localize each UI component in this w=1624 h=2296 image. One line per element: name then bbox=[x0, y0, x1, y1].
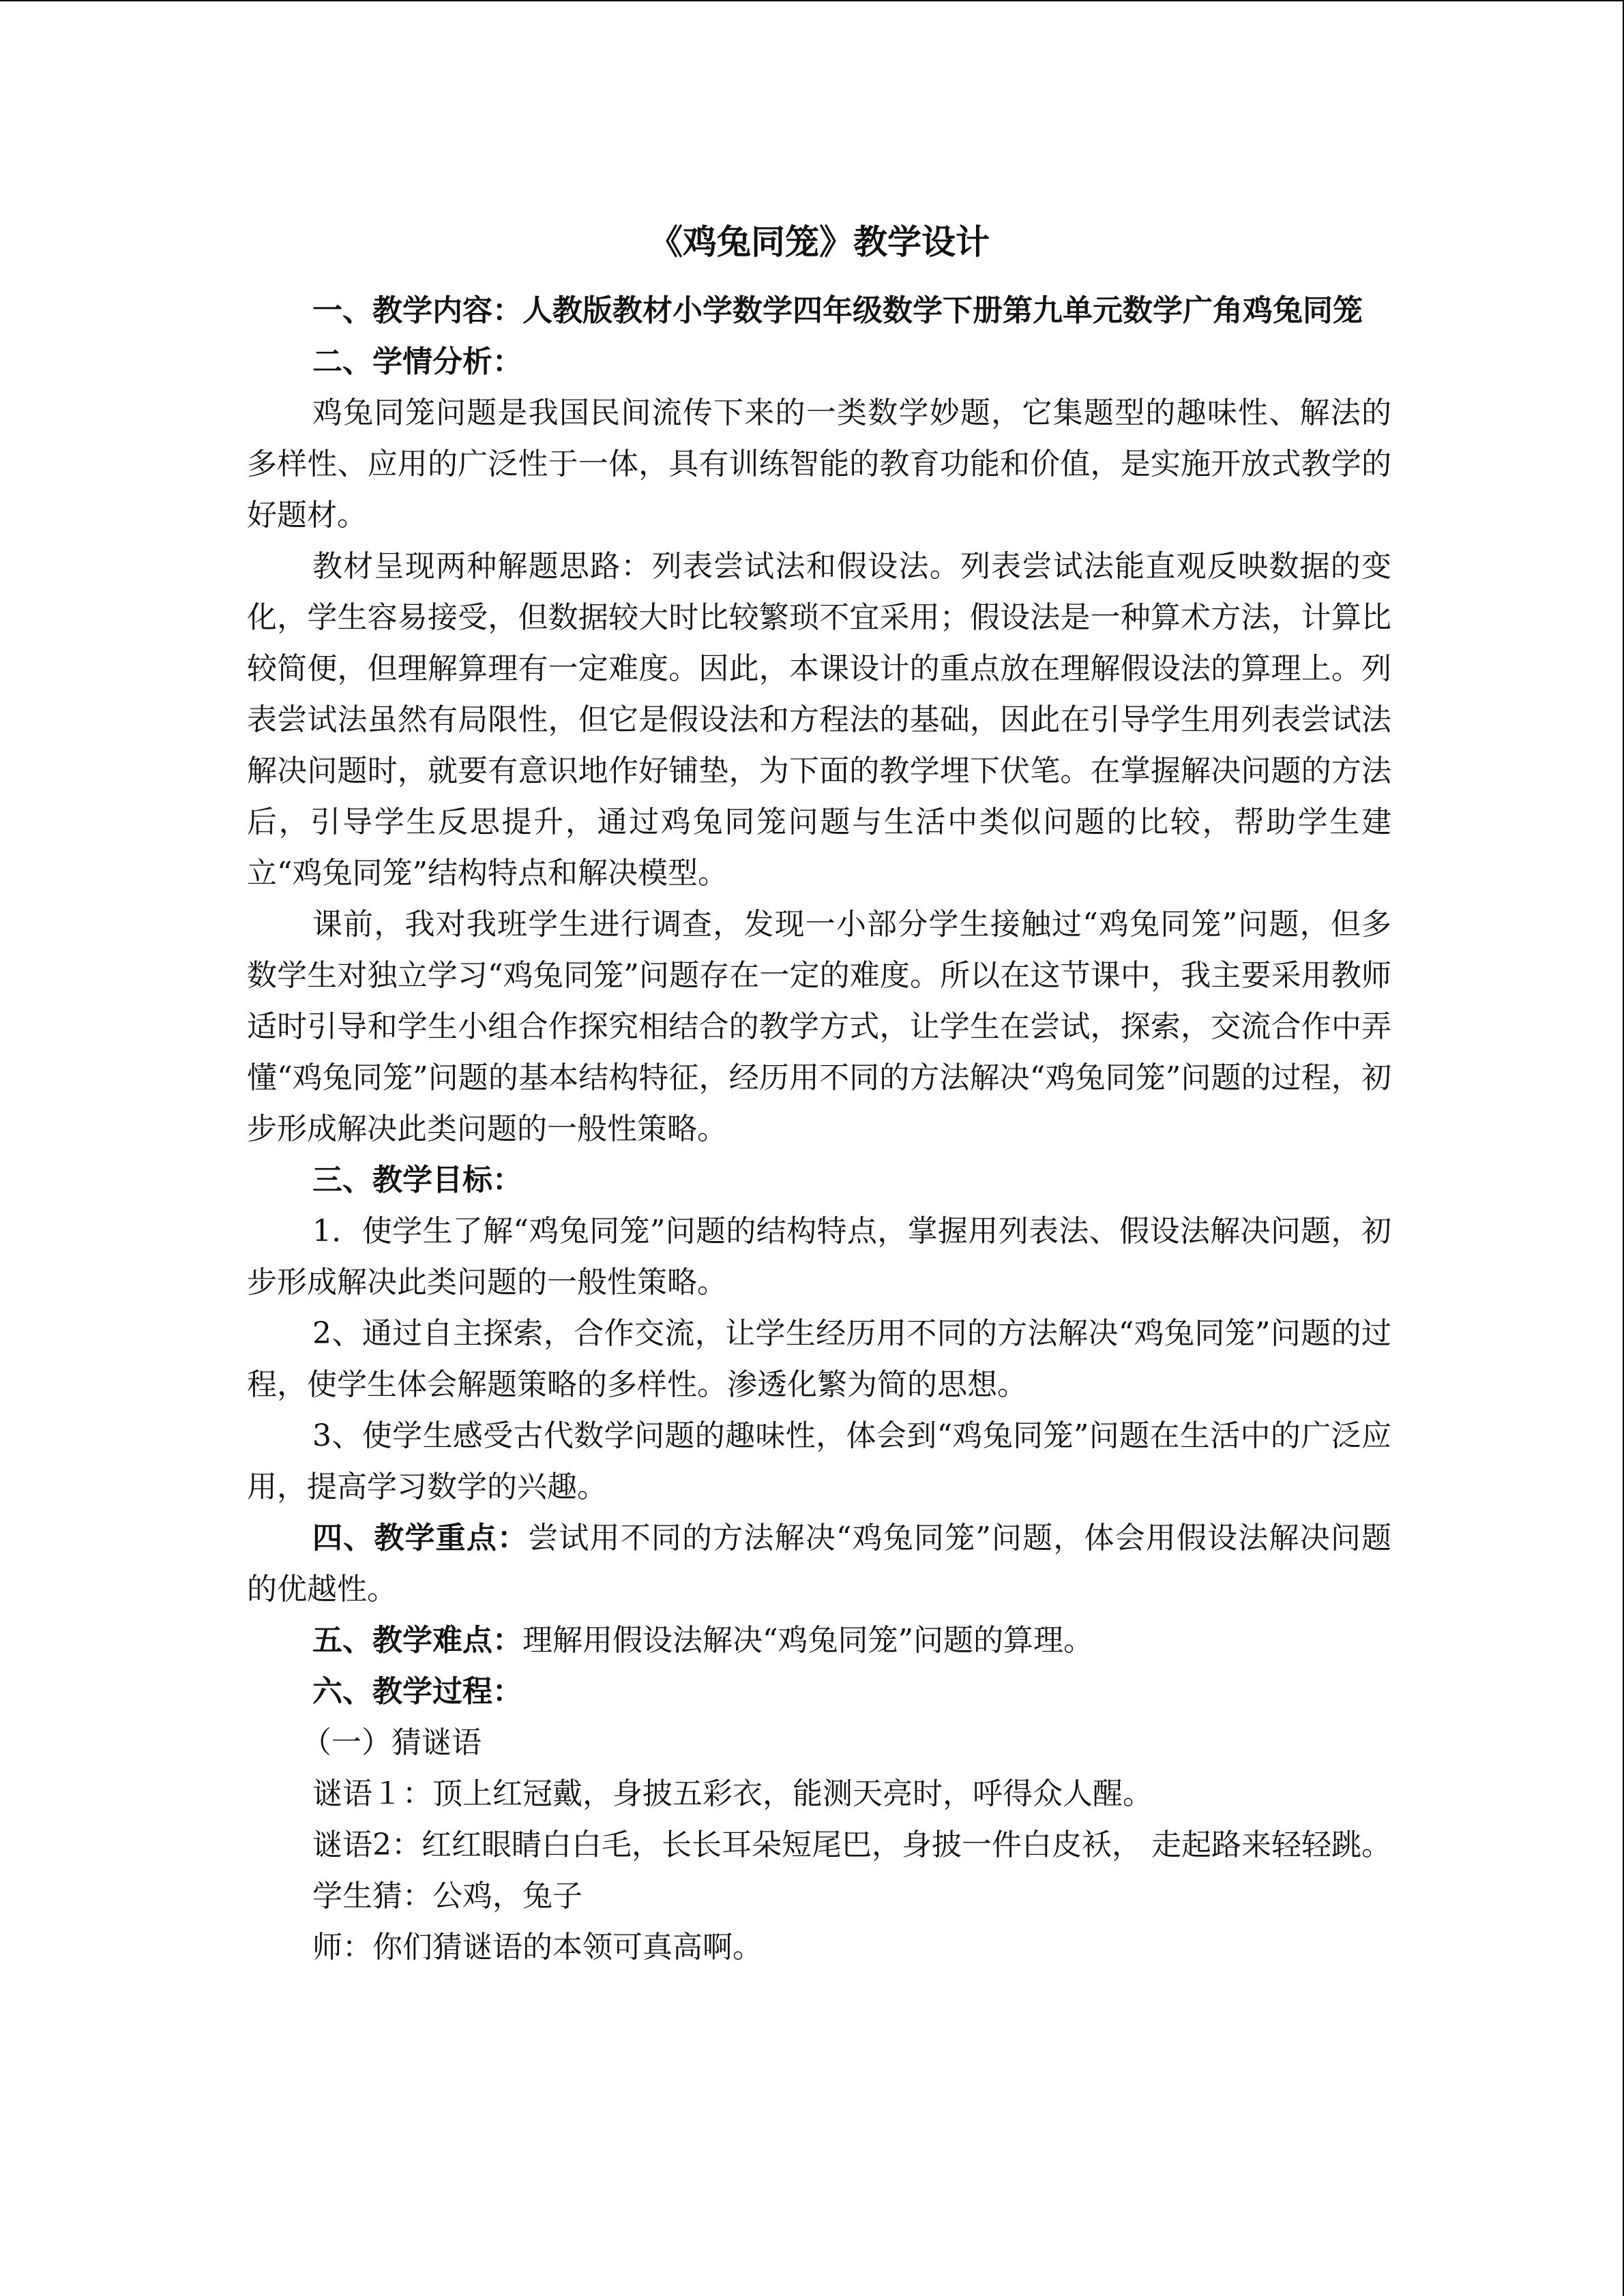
section-difficulties bbox=[247, 1615, 1391, 1666]
paragraph-2: 教材呈现两种解题思路：列表尝试法和假设法。列表尝试法能直观反映数据的变化，学生容易接受，但数据较大时比较繁琐不宜采用；假设法是一种算术方法，计算比较简便，但理解算理有一定难度。因此，本课设计的重点放在理解假设法的算理上。列表尝试法虽然有局限性，但它是假设法和方程法的基础，因此在引导学生用列表尝试法解决问题时，就要有意识地作好铺垫，为下面的教学埋下伏笔。在掌握解决问题的方法后，引导学生反思提升，通过鸡兔同笼问题与生活中类似问题的比较，帮助学生建立“鸡兔同笼”结构特点和解决模型。 bbox=[247, 549, 1391, 891]
riddle-1: 谜语１：顶上红冠戴，身披五彩衣，能测天亮时，呼得众人醒。 bbox=[312, 1776, 1153, 1811]
section-teaching-goals: 三、教学目标： bbox=[312, 1163, 522, 1197]
goal-2: 2、通过自主探索，合作交流，让学生经历用不同的方法解决“鸡兔同笼”问题的过程，使学生体会解题策略的多样性。渗透化繁为简的思想。 bbox=[247, 1316, 1391, 1402]
document-title: 《鸡兔同笼》教学设计 bbox=[649, 222, 990, 262]
section-teaching-process: 六、教学过程： bbox=[312, 1674, 522, 1709]
paragraph-3: 课前，我对我班学生进行调查，发现一小部分学生接触过“鸡兔同笼”问题，但多数学生对独立学习“鸡兔同笼”问题存在一定的难度。所以在这节课中，我主要采用教师适时引导和学生小组合作探究相结合的教学方式，让学生在尝试，探索，交流合作中弄懂“鸡兔同笼”问题的基本结构特征，经历用不同的方法解决“鸡兔同笼”问题的过程，初步形成解决此类问题的一般性策略。 bbox=[247, 907, 1391, 1146]
goal-1: 1．使学生了解“鸡兔同笼”问题的结构特点，掌握用列表法、假设法解决问题，初步形成解决此类问题的一般性策略。 bbox=[247, 1214, 1391, 1300]
section-teaching-content: 一、教学内容：人教版教材小学数学四年级数学下册第九单元数学广角鸡兔同笼 bbox=[312, 293, 1363, 328]
key-points-label: 四、教学重点： bbox=[312, 1521, 529, 1555]
section-learning-analysis: 二、学情分析： bbox=[312, 344, 522, 379]
difficulties-text: 理解用假设法解决“鸡兔同笼”问题的算理。 bbox=[522, 1623, 1093, 1658]
teacher-remark: 师：你们猜谜语的本领可真高啊。 bbox=[312, 1930, 763, 1965]
riddle-2: 谜语2：红红眼睛白白毛，长长耳朵短尾巴，身披一件白皮袄， 走起路来轻轻跳。 bbox=[312, 1828, 1391, 1862]
difficulties-label: 五、教学难点： bbox=[312, 1623, 522, 1658]
key-points-text: 尝试用不同的方法解决“鸡兔同笼”问题，体会用假设法解决问题的优越性。 bbox=[247, 1521, 1391, 1607]
document-body bbox=[247, 205, 1391, 1973]
section-key-points bbox=[247, 1512, 1391, 1615]
student-guess: 学生猜：公鸡，兔子 bbox=[312, 1879, 582, 1913]
step-guess-riddle: （一）猜谜语 bbox=[301, 1725, 482, 1760]
goal-3: 3、使学生感受古代数学问题的趣味性，体会到“鸡兔同笼”问题在生活中的广泛应用，提高学习数学的兴趣。 bbox=[247, 1418, 1391, 1504]
paragraph-1: 鸡兔同笼问题是我国民间流传下来的一类数学妙题，它集题型的趣味性、解法的多样性、应用的广泛性于一体，具有训练智能的教育功能和价值，是实施开放式教学的好题材。 bbox=[247, 396, 1391, 533]
